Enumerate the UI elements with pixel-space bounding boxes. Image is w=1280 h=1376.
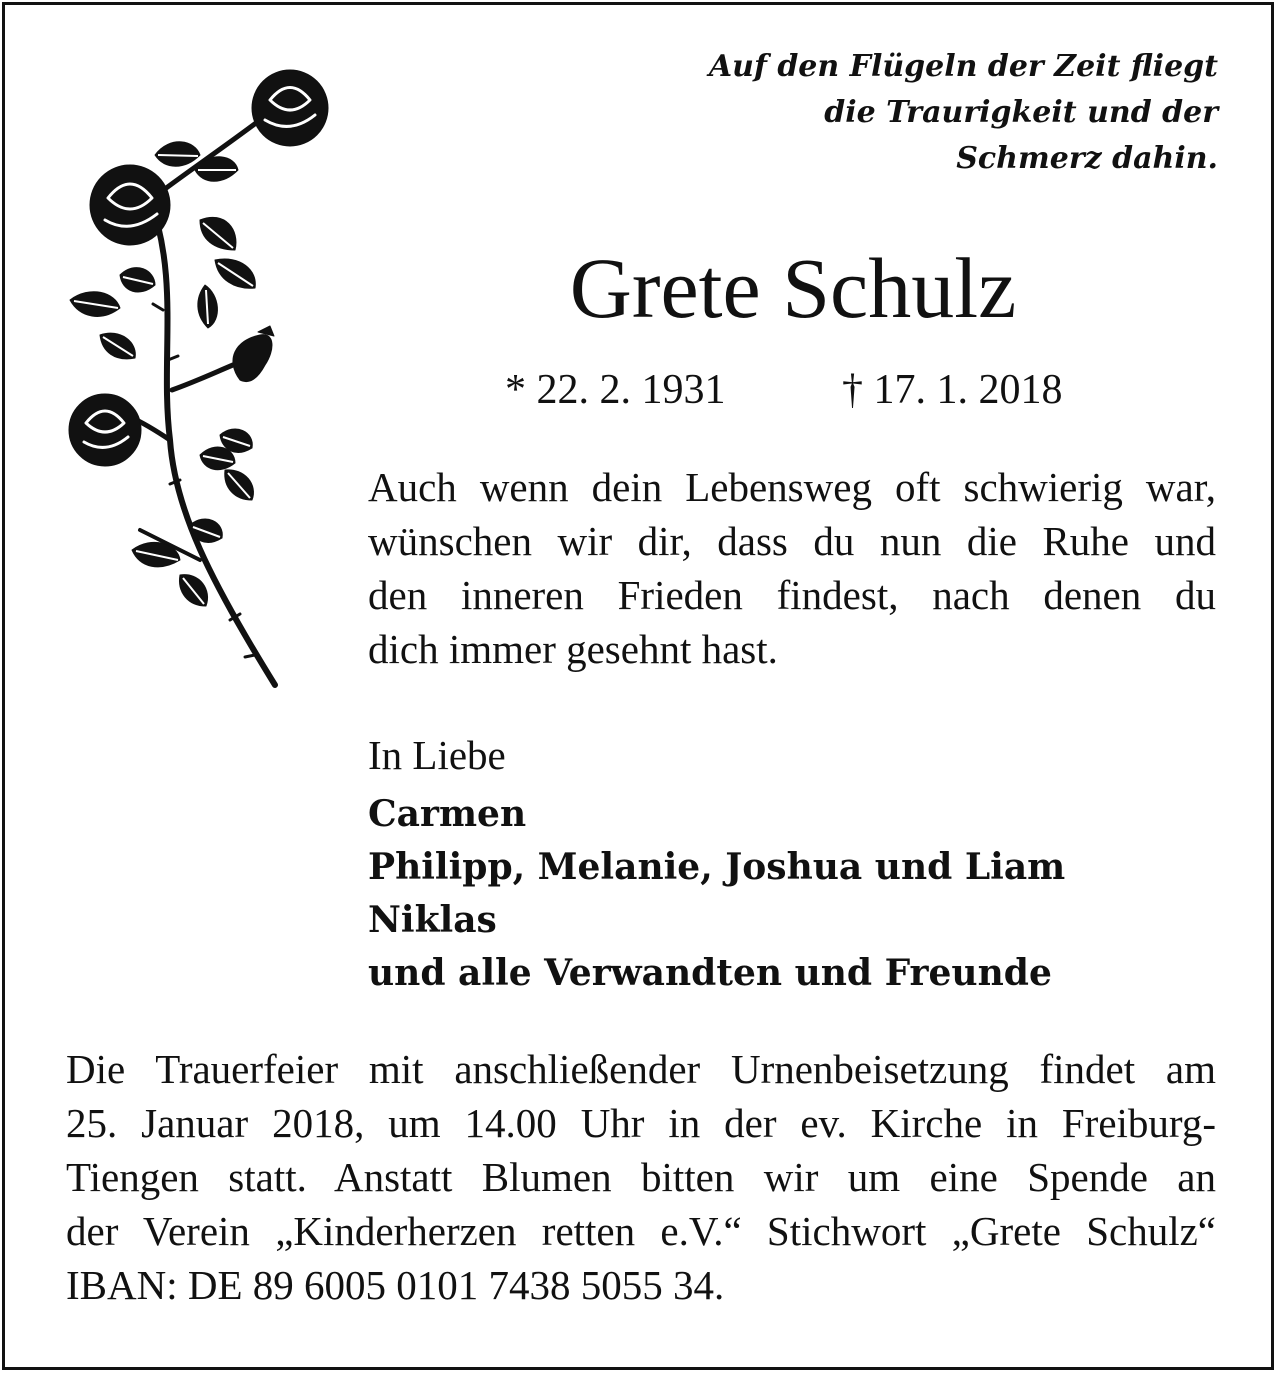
mourner-entry: Carmen [368, 793, 527, 835]
memorial-verse [368, 460, 1216, 676]
verse-line: wünschen wir dir, dass du nun die Ruhe und [368, 518, 1216, 564]
notice-line: Die Trauerfeier mit anschließender Urnenbeisetzung findet am [66, 1046, 1216, 1092]
birth-date: * 22. 2. 1931 [505, 367, 726, 413]
mourners-list [368, 788, 1065, 1000]
quote-line: Auf den Flügeln der Zeit fliegt [708, 49, 1218, 84]
verse-line: dich immer gesehnt hast. [368, 626, 778, 672]
notice-line: 25. Januar 2018, um 14.00 Uhr in der ev. Kirche in Freiburg- [66, 1100, 1216, 1146]
notice-line: Tiengen statt. Anstatt Blumen bitten wir um eine Spende an [66, 1154, 1216, 1200]
verse-line: Auch wenn dein Lebensweg oft schwierig war, [368, 464, 1216, 510]
funeral-notice [66, 1042, 1216, 1312]
rose-branch-icon [60, 60, 340, 700]
notice-line: IBAN: DE 89 6005 0101 7438 5055 34. [66, 1262, 725, 1308]
quote-line: die Traurigkeit und der [824, 95, 1218, 130]
epigraph-quote [709, 44, 1218, 182]
death-date: † 17. 1. 2018 [842, 367, 1063, 413]
quote-line: Schmerz dahin. [956, 141, 1218, 176]
mourner-entry: Niklas [368, 899, 497, 941]
verse-line: den inneren Frieden findest, nach denen du [368, 572, 1216, 618]
closing-text: In Liebe [368, 732, 506, 778]
closing-phrase [368, 728, 506, 782]
notice-line: der Verein „Kinderherzen retten e.V.“ Stichwort „Grete Schulz“ [66, 1208, 1216, 1254]
mourner-entry: Philipp, Melanie, Joshua und Liam [368, 846, 1066, 888]
deceased-name: Grete Schulz [569, 240, 1017, 336]
mourner-entry: und alle Verwandten und Freunde [368, 952, 1052, 994]
